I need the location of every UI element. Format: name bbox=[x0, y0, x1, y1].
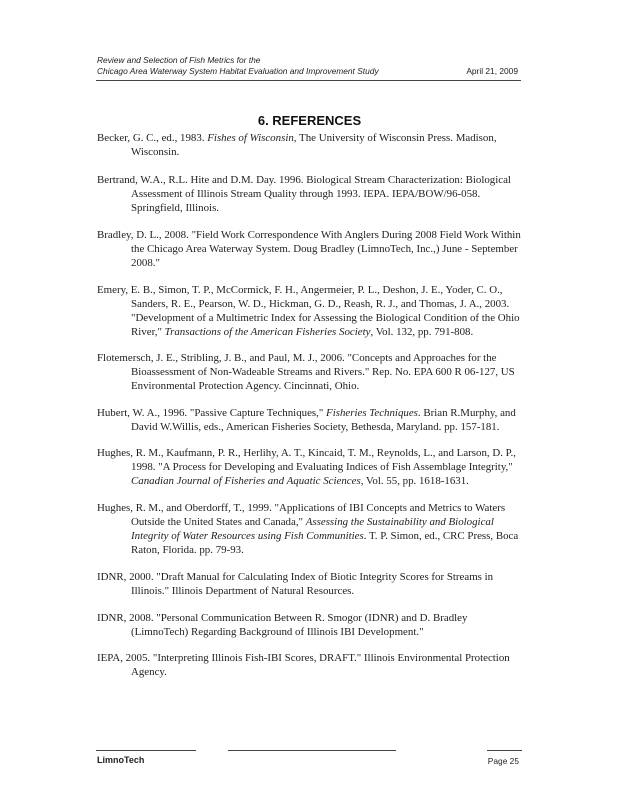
section-title: 6. REFERENCES bbox=[257, 113, 362, 128]
page-number: Page 25 bbox=[487, 756, 519, 766]
reference-entry bbox=[97, 351, 521, 393]
reference-text: , The University of Wisconsin Press. Madison, Wisconsin. bbox=[131, 132, 497, 158]
header-line-1: Review and Selection of Fish Metrics for the bbox=[97, 55, 261, 65]
reference-entry bbox=[97, 228, 521, 270]
reference-text: IDNR, 2000. "Draft Manual for Calculating Index of Biotic Integrity Scores for Streams in Illinois." Illinois Department of Natural Resources. bbox=[97, 571, 494, 597]
reference-text: . T. P. Simon, ed., CRC Press, Boca Raton, Florida. pp. 79-93. bbox=[131, 530, 519, 556]
reference-text: IEPA, 2005. "Interpreting Illinois Fish-IBI Scores, DRAFT." Illinois Environmental Protection Agency. bbox=[97, 652, 510, 678]
reference-text: , Vol. 55, pp. 1618-1631. bbox=[360, 475, 469, 487]
header-date: April 21, 2009 bbox=[466, 66, 518, 76]
reference-text: , Vol. 132, pp. 791-808. bbox=[370, 326, 474, 338]
reference-text: Bradley, D. L., 2008. "Field Work Correspondence With Anglers During 2008 Field Work Within the Chicago Area Waterway System. Doug Bradley (LimnoTech, Inc.,) June - September 2008." bbox=[97, 229, 521, 269]
references-list bbox=[97, 131, 521, 679]
reference-title-italic: Fishes of Wisconsin bbox=[207, 132, 294, 144]
reference-text: Bertrand, W.A., R.L. Hite and D.M. Day. 1996. Biological Stream Characterization: Biological Assessment of Illinois Stream Quality through 1993. IEPA. IEPA/BOW/96-058. Springfield, Illinois. bbox=[97, 174, 511, 214]
reference-text: Flotemersch, J. E., Stribling, J. B., and Paul, M. J., 2006. "Concepts and Approaches for the Bioassessment of Non-Wadeable Streams and Rivers." Rep. No. EPA 600 R 06-127, US Environmental Protection Agency. Cincinnati, Ohio. bbox=[97, 352, 515, 392]
reference-text: Hughes, R. M., and Oberdorff, T., 1999. "Applications of IBI Concepts and Metrics to Waters Outside the United States and Canada," bbox=[97, 502, 506, 528]
reference-text: Hubert, W. A., 1996. "Passive Capture Techniques," bbox=[97, 407, 327, 419]
reference-entry bbox=[97, 446, 521, 488]
reference-title-italic: Canadian Journal of Fisheries and Aquatic Sciences bbox=[131, 475, 361, 487]
reference-entry bbox=[97, 283, 521, 339]
header-line-2: Chicago Area Waterway System Habitat Evaluation and Improvement Study bbox=[97, 66, 379, 76]
reference-title-italic: Transactions of the American Fisheries Society bbox=[164, 326, 371, 338]
footer-divider bbox=[228, 750, 396, 751]
reference-text: IDNR, 2008. "Personal Communication Between R. Smogor (IDNR) and D. Bradley (LimnoTech) Regarding Background of Illinois IBI Development." bbox=[97, 612, 468, 638]
reference-entry bbox=[97, 131, 521, 159]
reference-text: Becker, G. C., ed., 1983. bbox=[97, 132, 208, 144]
reference-entry bbox=[97, 501, 521, 557]
footer-divider bbox=[487, 750, 522, 751]
reference-text: Emery, E. B., Simon, T. P., McCormick, F. H., Angermeier, P. L., Deshon, J. E., Yoder, C. O., Sanders, R. E., Pearson, W. D., Hickman, G. D., Reash, R. J., and Thomas, J. A., 2003. "Development of a Multimetric Index for Assessing the Biological Condition of the Ohio River," bbox=[97, 284, 520, 338]
reference-entry bbox=[97, 173, 521, 215]
reference-entry bbox=[97, 570, 521, 598]
reference-text: . Brian R.Murphy, and David W.Willis, eds., American Fisheries Society, Bethesda, Maryland. pp. 157-181. bbox=[131, 407, 516, 433]
reference-title-italic: Assessing the Sustainability and Biological Integrity of Water Resources using Fish Communities bbox=[131, 516, 494, 542]
running-header bbox=[97, 55, 379, 77]
reference-title-italic: Fisheries Techniques bbox=[326, 407, 418, 419]
reference-entry bbox=[97, 406, 521, 434]
reference-entry bbox=[97, 611, 521, 639]
footer-company: LimnoTech bbox=[97, 755, 145, 765]
header-divider bbox=[96, 80, 521, 81]
reference-entry bbox=[97, 651, 521, 679]
footer-divider bbox=[96, 750, 196, 751]
reference-text: Hughes, R. M., Kaufmann, P. R., Herlihy, A. T., Kincaid, T. M., Reynolds, L., and Larson, D. P., 1998. "A Process for Developing and Evaluating Indices of Fish Assemblage Integrity," bbox=[97, 447, 516, 473]
